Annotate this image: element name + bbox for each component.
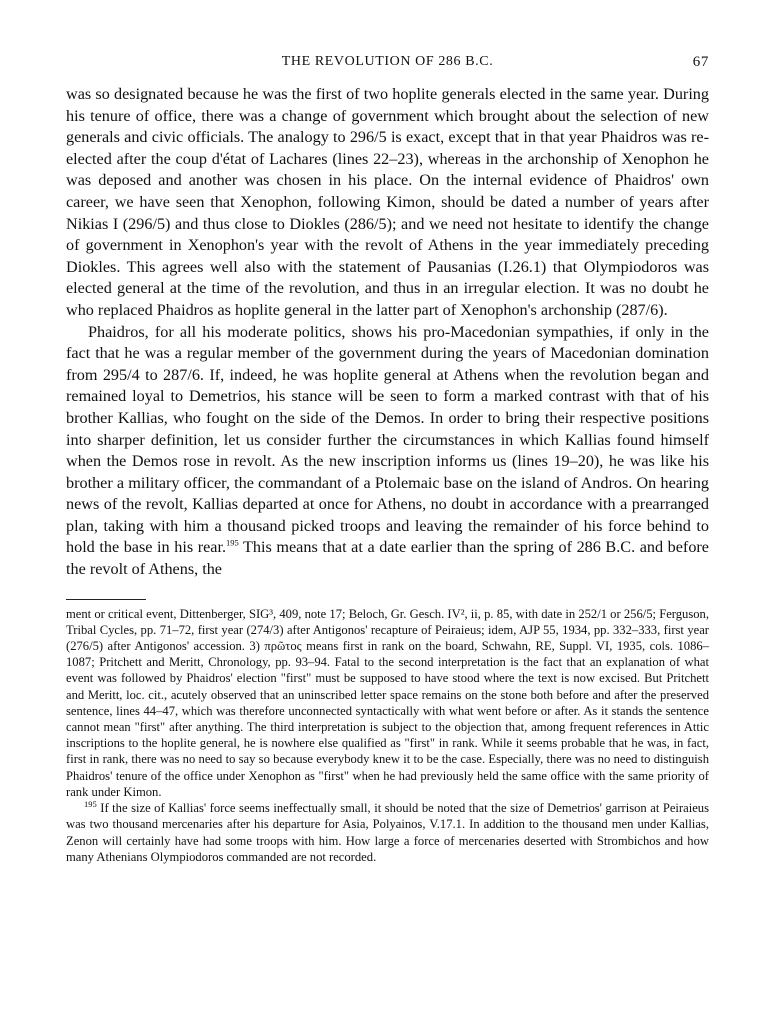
- paragraph-1: was so designated because he was the first of two hoplite generals elected in the same year. During his tenure of office, there was a change of government which brought about the selection of new generals and civic officials. The analogy to 296/5 is exact, except that in that year Phaidros was re-elected after the coup d'état of Lachares (lines 22–23), whereas in the archonship of Xenophon he was deposed and another was chosen in his place. On the internal evidence of Phaidros' own career, we have seen that Xenophon, following Kimon, should be dated a number of years after Nikias I (296/5) and thus close to Diokles (286/5); and we need not hesitate to identify the change of government in Xenophon's year with the revolt of Athens in the year immediately preceding Diokles. This agrees well also with the statement of Pausanias (I.26.1) that Olympiodoros was elected general at the time of the revolution, and thus in an irregular election. It was no doubt he who replaced Phaidros as hoplite general in the latter part of Xenophon's archonship (287/6).: [66, 85, 709, 319]
- footnote-reference[interactable]: 195: [226, 538, 239, 549]
- paragraph-2-end: This means that at a date earlier than the spring of 286 B.C. and before the revolt of Athens, the: [66, 538, 709, 579]
- book-page: [66, 50, 709, 865]
- footnotes: [66, 606, 709, 865]
- paragraph-2: [66, 322, 709, 581]
- footnote-195: [66, 800, 709, 865]
- main-text: [66, 84, 709, 581]
- paragraph-2-text: Phaidros, for all his moderate politics, shows his pro-Macedonian sympathies, if only in the fact that he was a regular member of the government during the years of Macedonian domination from 295/4 to 287/6. If, indeed, he was hoplite general at Athens when the revolution began and remained loyal to Demetrios, his stance will be seen to form a marked contrast with that of his brother Kallias, who fought on the side of the Demos. In order to bring their respective positions into sharper definition, let us consider further the circumstances in which Kallias found himself when the Demos rose in revolt. As the new inscription informs us (lines 19–20), he was like his brother a military officer, the commandant of a Ptolemaic base on the island of Andros. On hearing news of the revolt, Kallias departed at once for Athens, no doubt in accordance with a prearranged plan, taking with him a thousand picked troops and leaving the remainder of his force behind to hold the base in his rear.: [66, 322, 709, 557]
- footnote-195-number: 195: [84, 798, 97, 809]
- footnote-divider: [66, 599, 146, 600]
- running-title: THE REVOLUTION OF 286 B.C.: [281, 54, 494, 69]
- page-number: 67: [692, 54, 709, 70]
- running-head: [66, 50, 709, 76]
- footnote-continued: ment or critical event, Dittenberger, SIG³, 409, note 17; Beloch, Gr. Gesch. IV², ii, p. 85, with date in 252/1 or 256/5; Ferguson, Tribal Cycles, pp. 71–72, first year (274/3) after Antigonos' recapture of Peiraieus; idem, AJP 55, 1934, pp. 332–333, first year (276/5) after Antigonos' accession. 3) πρῶτος means first in rank on the board, Schwahn, RE, Suppl. VI, 1935, cols. 1086–1087; Pritchett and Meritt, Chronology, pp. 93–94. Fatal to the second interpretation is the fact that an explanation of what event was followed by Phaidros' election "first" must be supposed to have stood where the text is now excised. But Pritchett and Meritt, loc. cit., acutely observed that an uninscribed letter space remains on the stone both before and after the preserved sentence, lines 44–47, which was therefore unconnected syntactically with what went before or after. As it stands the sentence cannot mean "first" after anything. The third interpretation is subject to the objection that, among frequent references in Attic inscriptions to the hoplite general, he is nowhere else qualified as "first" in rank. While it seems probable that he was, in fact, first in rank, there was no need to say so because everybody knew it to be the case. Especially, there was no need to distinguish Phaidros' tenure of the office under Xenophon as "first" when he had previously held the same office with the same priority of rank under Kimon.: [66, 606, 709, 799]
- footnote-195-text: If the size of Kallias' force seems ineffectually small, it should be noted that the size of Demetrios' garrison at Peiraieus was two thousand mercenaries after his departure for Asia, Polyainos, V.17.1. In addition to the thousand men under Kallias, Zenon will certainly have had some troops with him. How large a force of mercenaries deserted with Strombichos and how many Athenians Olympiodoros commanded are not recorded.: [66, 801, 709, 864]
